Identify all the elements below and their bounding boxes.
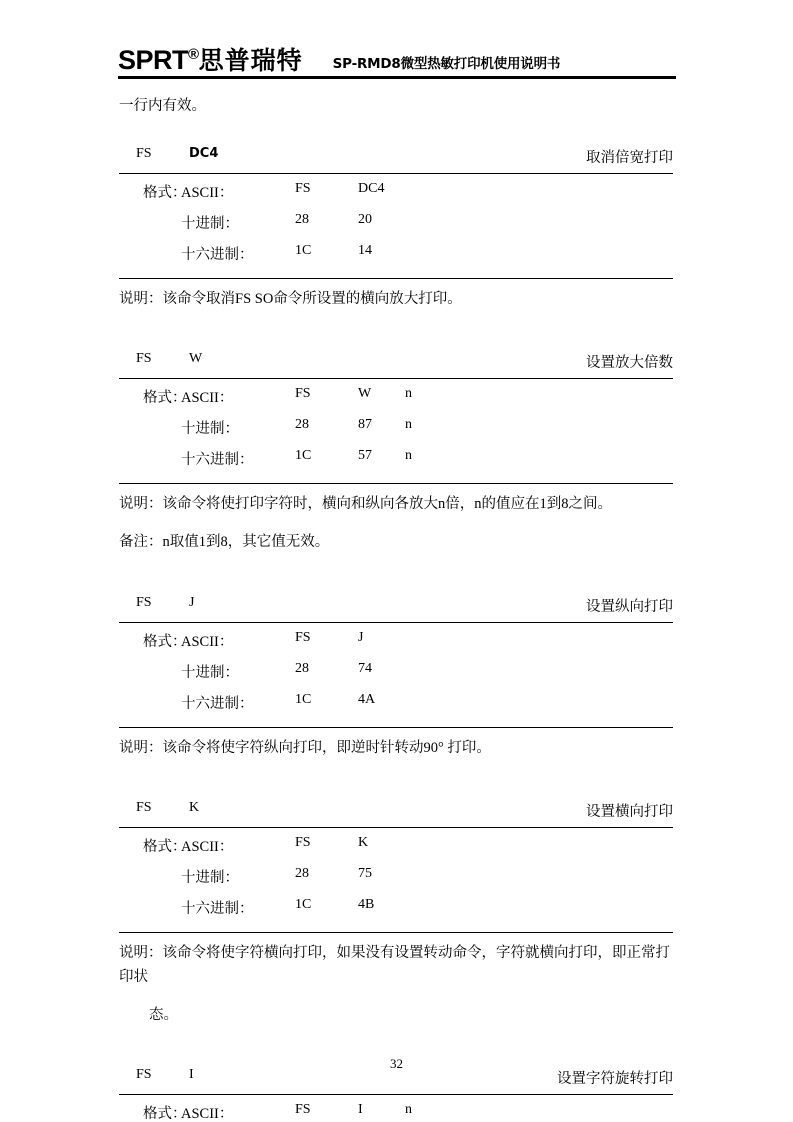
command-title: 设置纵向打印	[586, 598, 673, 615]
command-description: 说明：该命令将使打印字符时，横向和纵向各放大n倍，n的值应在1到8之间。	[119, 496, 612, 513]
hex-label: 十六进制：	[181, 695, 254, 712]
decimal-col2: 87	[358, 417, 372, 433]
command-block-i	[119, 1067, 673, 1122]
page-header	[118, 30, 676, 79]
decimal-col2: 20	[358, 211, 372, 227]
ascii-col1: FS	[295, 386, 311, 402]
decimal-label: 十进制：	[181, 870, 239, 887]
table-row	[119, 448, 673, 475]
command-table	[119, 622, 673, 728]
command-name: K	[189, 800, 200, 816]
ascii-col2: K	[358, 835, 369, 851]
ascii-col2: I	[358, 1102, 363, 1118]
format-label: 格式：	[143, 390, 187, 407]
manual-title: SP-RMD8微型热敏打印机使用说明书	[332, 55, 561, 72]
command-prefix: FS	[136, 800, 152, 816]
decimal-label: 十进制：	[181, 215, 239, 232]
command-table	[119, 1094, 673, 1122]
ascii-col3: n	[405, 386, 412, 402]
command-header	[119, 351, 673, 375]
command-table	[119, 173, 673, 279]
command-header	[119, 146, 673, 170]
table-row	[119, 897, 673, 924]
page-content	[119, 96, 673, 1122]
command-table	[119, 827, 673, 933]
command-prefix: FS	[136, 594, 152, 610]
hex-col2: 14	[358, 242, 372, 258]
hex-col1: 1C	[295, 691, 312, 707]
decimal-col3: n	[405, 417, 412, 433]
ascii-col2: W	[358, 386, 372, 402]
table-row	[119, 661, 673, 692]
command-header	[119, 595, 673, 619]
hex-col1: 1C	[295, 242, 312, 258]
table-row	[119, 630, 673, 661]
command-title: 取消倍宽打印	[586, 149, 673, 166]
format-label: 格式：	[143, 839, 187, 856]
logo-chinese-name: 思普瑞特	[198, 46, 303, 75]
command-description-continued	[119, 1004, 673, 1027]
command-name: W	[189, 351, 203, 367]
command-block-dc4	[119, 146, 673, 311]
decimal-col1: 28	[295, 866, 309, 882]
hex-col1: 1C	[295, 448, 312, 464]
table-row	[119, 181, 673, 212]
table-row	[119, 417, 673, 448]
table-row	[119, 692, 673, 719]
command-name: DC4	[189, 145, 219, 161]
command-title: 设置放大倍数	[586, 355, 673, 372]
ascii-col2: J	[358, 629, 364, 645]
ascii-label: ASCII：	[181, 633, 234, 650]
hex-label: 十六进制：	[181, 901, 254, 918]
table-row	[119, 835, 673, 866]
command-description: 说明：该命令将使字符横向打印，如果没有设置转动命令，字符就横向打印，即正常打印状	[119, 945, 670, 985]
ascii-label: ASCII：	[181, 184, 234, 201]
registered-trademark-icon: ®	[188, 46, 199, 63]
ascii-col1: FS	[295, 180, 311, 196]
command-block-j	[119, 595, 673, 760]
decimal-col1: 28	[295, 211, 309, 227]
ascii-label: ASCII：	[181, 1106, 234, 1122]
command-header	[119, 800, 673, 824]
decimal-col1: 28	[295, 417, 309, 433]
format-label: 格式：	[143, 633, 187, 650]
table-row	[119, 866, 673, 897]
command-note: 备注：n取值1到8，其它值无效。	[119, 534, 330, 551]
decimal-label: 十进制：	[181, 664, 239, 681]
ascii-col1: FS	[295, 629, 311, 645]
brand-logo	[118, 47, 303, 76]
format-label: 格式：	[143, 184, 187, 201]
command-description: 说明：该命令将使字符纵向打印，即逆时针转动90° 打印。	[119, 739, 491, 756]
command-table	[119, 378, 673, 484]
command-block-k	[119, 800, 673, 1027]
lead-paragraph: 一行内有效。	[119, 98, 206, 114]
ascii-col2: DC4	[358, 180, 385, 196]
hex-label: 十六进制：	[181, 246, 254, 263]
command-name: J	[189, 594, 195, 610]
ascii-label: ASCII：	[181, 390, 234, 407]
ascii-col3: n	[405, 1102, 412, 1118]
logo-text: SPRT	[118, 45, 189, 75]
command-prefix: FS	[136, 351, 152, 367]
command-description: 说明：该命令取消FS SO命令所设置的横向放大打印。	[119, 290, 462, 307]
table-row	[119, 212, 673, 243]
command-name: I	[189, 1067, 194, 1083]
decimal-col2: 74	[358, 660, 372, 676]
format-label: 格式：	[143, 1106, 187, 1122]
hex-col2: 4B	[358, 897, 375, 913]
decimal-col2: 75	[358, 866, 372, 882]
command-title: 设置字符旋转打印	[557, 1071, 673, 1088]
table-row	[119, 1102, 673, 1122]
command-block-w	[119, 351, 673, 554]
hex-label: 十六进制：	[181, 452, 254, 469]
table-row	[119, 386, 673, 417]
description-continuation-text: 态。	[149, 1006, 178, 1023]
command-prefix: FS	[136, 145, 152, 161]
command-title: 设置横向打印	[586, 804, 673, 821]
hex-col1: 1C	[295, 897, 312, 913]
ascii-col1: FS	[295, 1102, 311, 1118]
page-number: 32	[390, 1056, 403, 1071]
hex-col3: n	[405, 448, 412, 464]
ascii-col1: FS	[295, 835, 311, 851]
decimal-col1: 28	[295, 660, 309, 676]
ascii-label: ASCII：	[181, 839, 234, 856]
table-row	[119, 243, 673, 270]
decimal-label: 十进制：	[181, 421, 239, 438]
command-prefix: FS	[136, 1067, 152, 1083]
hex-col2: 4A	[358, 691, 376, 707]
hex-col2: 57	[358, 448, 372, 464]
